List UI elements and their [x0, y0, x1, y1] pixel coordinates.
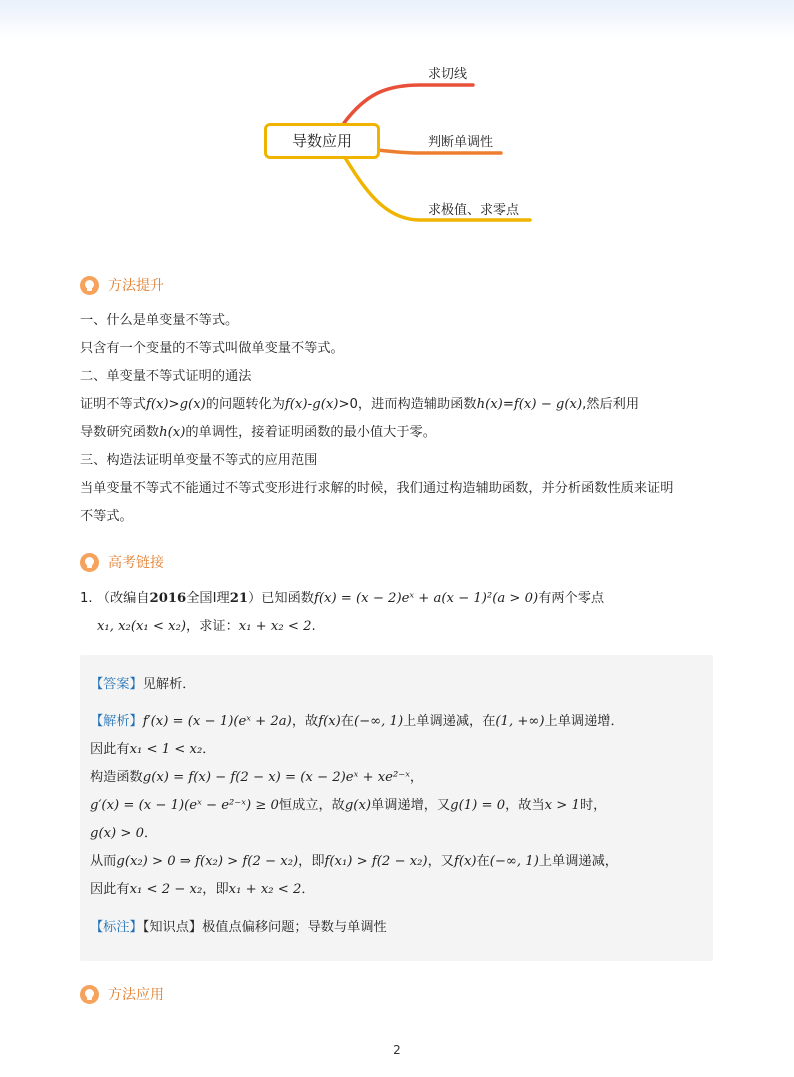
- section-title: 方法应用: [108, 987, 164, 1003]
- solution-line: g′(x) = (x − 1)(eˣ − e²⁻ˣ) ≥ 0恒成立，故g(x)单调递增，又g(1) = 0，故当x > 1时，: [90, 798, 607, 813]
- lightbulb-icon: [80, 276, 99, 295]
- solution-line: 从而g(x₂) > 0 ⇒ f(x₂) > f(2 − x₂)，即f(x₁) > f(2 − x₂)，又f(x)在(−∞, 1)上单调递减，: [90, 854, 618, 869]
- mindmap-root: 导数应用: [264, 123, 380, 159]
- answer-line: 【答案】见解析．: [90, 677, 196, 692]
- lightbulb-icon: [80, 553, 99, 572]
- page-number: 2: [393, 1043, 401, 1057]
- mind-map: [0, 0, 794, 240]
- paragraph: 三、构造法证明单变量不等式的应用范围: [80, 453, 318, 468]
- solution-line: 构造函数g(x) = f(x) − f(2 − x) = (x − 2)eˣ + xe²⁻ˣ，: [90, 770, 424, 785]
- solution-line: g(x) > 0．: [90, 826, 158, 841]
- paragraph: 当单变量不等式不能通过不等式变形进行求解的时候，我们通过构造辅助函数，并分析函数性质来证明: [80, 481, 674, 496]
- section-exam-heading: [80, 551, 164, 573]
- branch-line-monotonic: [378, 150, 501, 153]
- question-line: x₁, x₂(x₁ < x₂)，求证：x₁ + x₂ < 2.: [97, 619, 316, 634]
- mindmap-branch-extremum: 求极值、求零点: [428, 203, 520, 218]
- paragraph: 一、什么是单变量不等式。: [80, 313, 239, 328]
- paragraph: 导数研究函数h(x)的单调性，接着证明函数的最小值大于零。: [80, 425, 436, 440]
- mindmap-branch-monotonic: 判断单调性: [428, 135, 494, 150]
- paragraph: 不等式。: [80, 509, 133, 524]
- lightbulb-icon: [80, 985, 99, 1004]
- section-title: 高考链接: [108, 555, 164, 571]
- question-line: 1. （改编自2016全国I理21）已知函数f(x) = (x − 2)eˣ + a(x − 1)²(a > 0)有两个零点: [80, 591, 605, 606]
- section-title: 方法提升: [108, 278, 164, 294]
- mindmap-branch-tangent: 求切线: [428, 67, 468, 82]
- solution-line: 因此有x₁ < 2 − x₂，即x₁ + x₂ < 2．: [90, 882, 315, 897]
- branch-line-tangent: [344, 85, 473, 123]
- solution-line: 因此有x₁ < 1 < x₂．: [90, 742, 216, 757]
- section-method-heading: [80, 274, 164, 296]
- paragraph: 只含有一个变量的不等式叫做单变量不等式。: [80, 341, 344, 356]
- solution-line: 【解析】f′(x) = (x − 1)(eˣ + 2a)，故f(x)在(−∞, 1)上单调递减，在(1, +∞)上单调递增．: [90, 714, 624, 729]
- paragraph: 证明不等式f(x)>g(x)的问题转化为f(x)-g(x)>0，进而构造辅助函数h(x)=f(x) − g(x),然后利用: [80, 397, 640, 412]
- section-application-heading: [80, 983, 164, 1005]
- answer-box: [80, 655, 713, 961]
- paragraph: 二、单变量不等式证明的通法: [80, 369, 252, 384]
- note-line: 【标注】【知识点】极值点偏移问题；导数与单调性: [90, 920, 387, 935]
